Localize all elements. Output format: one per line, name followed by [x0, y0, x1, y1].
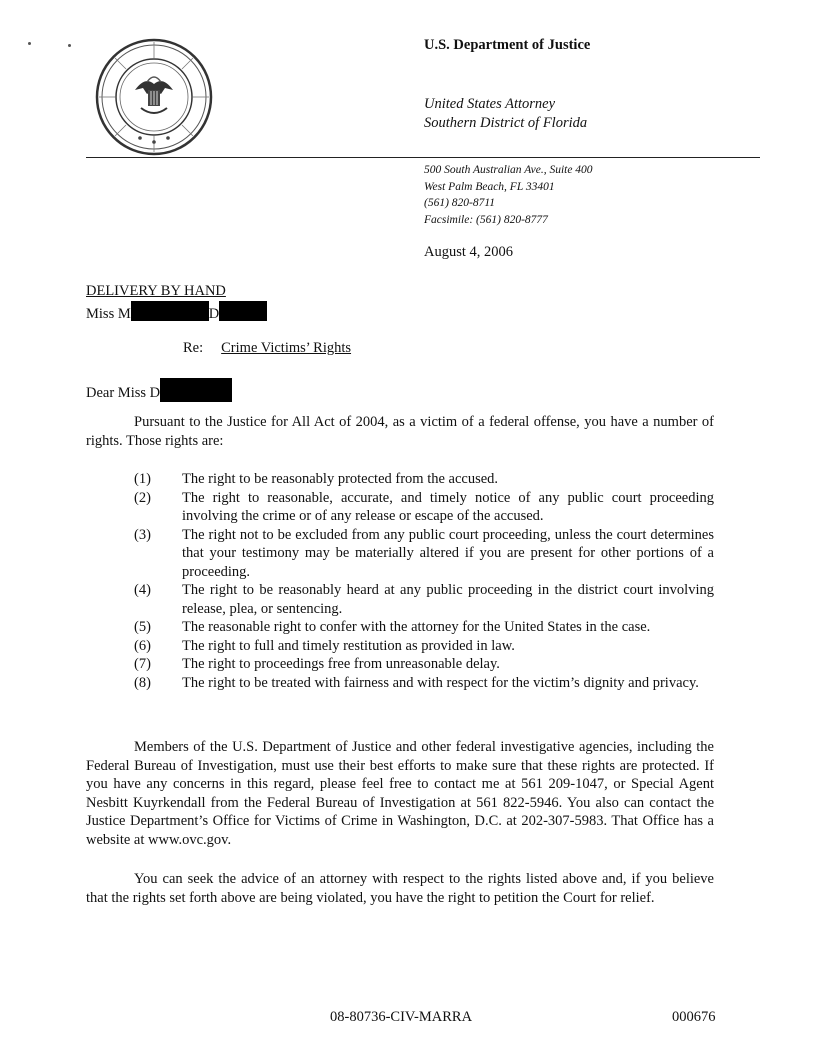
- letter-date: August 4, 2006: [424, 244, 514, 260]
- recipient-name: [86, 301, 267, 323]
- list-item: [134, 581, 714, 618]
- letterhead-rule: [86, 157, 760, 158]
- address-line-2: West Palm Beach, FL 33401: [424, 180, 555, 193]
- address-line-3: (561) 820-8711: [424, 197, 496, 209]
- recipient-name-start: Miss M: [86, 306, 131, 322]
- right-text: The right to be treated with fairness and with respect for the victim’s dignity and privacy.: [182, 674, 699, 691]
- salutation: [86, 378, 232, 402]
- office-line-2: Southern District of Florida: [424, 115, 588, 131]
- right-text: The right to full and timely restitution as provided in law.: [182, 637, 515, 654]
- scan-speck: [68, 44, 71, 47]
- office-line-1: United States Attorney: [424, 96, 556, 112]
- redaction-box: [160, 378, 232, 402]
- list-item: [134, 655, 714, 674]
- right-number: (2): [134, 489, 151, 506]
- doj-seal-icon: [95, 38, 213, 156]
- bates-number: 000676: [672, 1009, 716, 1025]
- right-number: (7): [134, 656, 151, 672]
- rights-list: [134, 470, 714, 692]
- list-item: [134, 674, 714, 693]
- re-label: Re:: [183, 340, 204, 356]
- redaction-box: [219, 301, 267, 321]
- right-number: (5): [134, 619, 151, 635]
- right-number: (8): [134, 674, 151, 691]
- list-item: [134, 489, 714, 526]
- right-text: The right to reasonable, accurate, and timely notice of any public court proceeding involving the crime or of any release or escape of the accused.: [182, 489, 714, 524]
- recipient-name-mid: D: [208, 306, 220, 322]
- right-text: The right to be reasonably protected from the accused.: [182, 471, 499, 487]
- list-item: [134, 526, 714, 582]
- case-number: 08-80736-CIV-MARRA: [330, 1009, 473, 1025]
- list-item: [134, 637, 714, 656]
- intro-paragraph: Pursuant to the Justice for All Act of 2004, as a victim of a federal offense, you have a number of rights. Those rights are:: [86, 414, 714, 449]
- re-subject: Crime Victims’ Rights: [221, 340, 352, 356]
- address-line-4: Facsimile: (561) 820-8777: [424, 213, 548, 226]
- office-name: [424, 95, 587, 133]
- right-number: (4): [134, 582, 151, 598]
- scan-speck: [28, 42, 31, 45]
- delivery-method: DELIVERY BY HAND: [86, 283, 226, 299]
- right-text: The right to be reasonably heard at any public proceeding in the district court involving release, plea, or sentencing.: [182, 582, 714, 617]
- right-number: (1): [134, 471, 151, 487]
- office-address: [424, 162, 593, 228]
- right-number: (6): [134, 637, 151, 654]
- salutation-text: Dear Miss D: [86, 385, 161, 401]
- right-text: The reasonable right to confer with the attorney for the United States in the case.: [182, 619, 651, 635]
- right-text: The right to proceedings free from unreasonable delay.: [182, 656, 500, 672]
- list-item: [134, 470, 714, 489]
- contacts-paragraph: Members of the U.S. Department of Justice and other federal investigative agencies, including the Federal Bureau of Investigation, must use their best efforts to make sure that these rights are protected. If you have any concerns in this regard, please feel free to contact me at 561 209-1047, or Special Agent Nesbitt Kuyrkendall from the Federal Bureau of Investigation at 561 822-5946. You also can contact the Justice Department’s Office for Victims of Crime in Washington, D.C. at 202-307-5983. That Office has a website at www.ovc.gov.: [86, 739, 714, 848]
- right-number: (3): [134, 526, 151, 543]
- redaction-box: [131, 301, 209, 321]
- list-item: [134, 618, 714, 637]
- right-text: The right not to be excluded from any public court proceeding, unless the court determines that your testimony may be materially altered if you are present for other portions of a proceeding.: [182, 526, 714, 580]
- department-name: U.S. Department of Justice: [424, 37, 591, 53]
- address-line-1: 500 South Australian Ave., Suite 400: [424, 164, 593, 176]
- advice-paragraph: You can seek the advice of an attorney with respect to the rights listed above and, if you believe that the rights set forth above are being violated, you have the right to petition the Court for relief.: [86, 871, 714, 906]
- re-line: [183, 340, 351, 357]
